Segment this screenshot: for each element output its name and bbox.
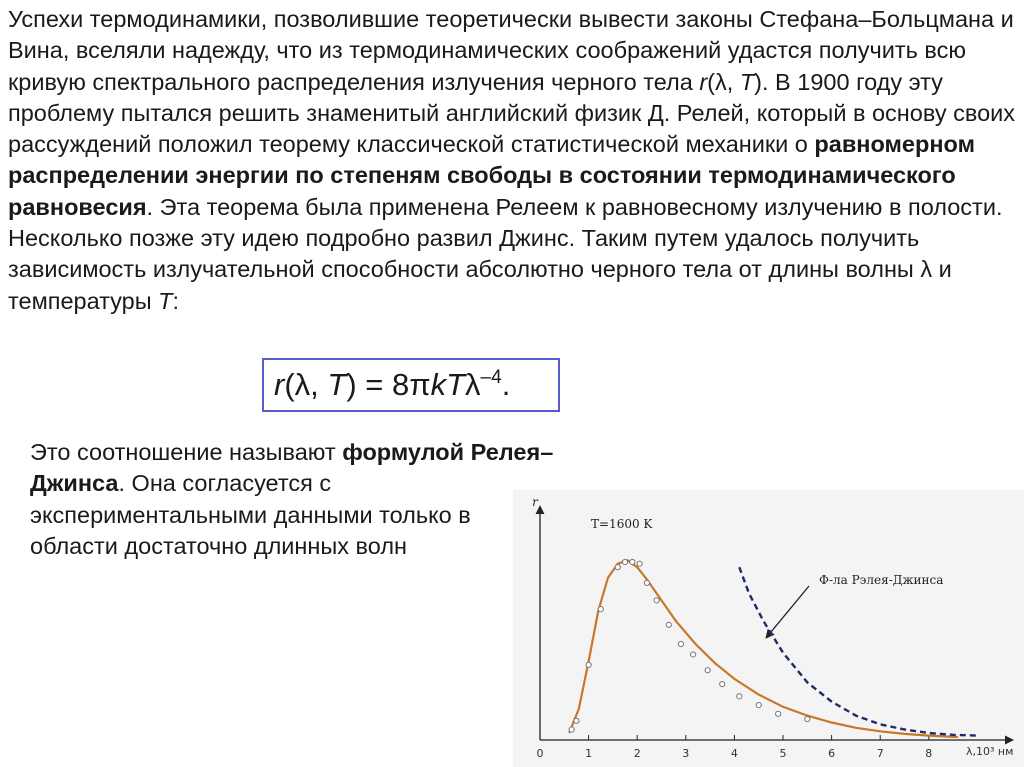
intro-colon: :: [172, 287, 180, 314]
intro-text-3: . Эта теорема была применена Релеем к равновесному излучению в полости. Несколько позже эту идею подробно развил Джинс. Таким путем удалось получить зависимость излучательной способности абсолютно черного тела от длины волны λ и температуры: [8, 193, 1003, 314]
symbol-t-2: T: [158, 287, 173, 314]
symbol-t: T: [739, 68, 755, 95]
x-tick-label: 1: [585, 747, 593, 760]
data-point: [705, 668, 710, 673]
rayleigh-jeans-formula: [274, 367, 510, 403]
x-tick-label: 3: [682, 747, 690, 760]
blackbody-chart: [513, 490, 1024, 767]
data-point: [574, 718, 579, 723]
intro-bold-theorem: равномерном распределении энергии по степеням свободы в состоянии термодинамического равновесия: [8, 131, 975, 220]
data-point: [630, 559, 635, 564]
data-point: [569, 727, 574, 732]
conclusion-start: Это соотношение называют: [30, 439, 343, 465]
conclusion-line-4: области достаточно длинных волн: [30, 532, 408, 559]
data-point: [737, 694, 742, 699]
data-point: [666, 622, 671, 627]
formula-r: r: [274, 367, 285, 402]
rayleigh-jeans-curve: [739, 567, 977, 735]
conclusion-rest: . Она согласуется с: [118, 470, 332, 497]
data-point: [598, 606, 603, 611]
data-point: [637, 561, 642, 566]
x-tick-label: 5: [779, 747, 787, 760]
formula-lambda: λ: [465, 367, 481, 402]
symbol-r: r: [699, 68, 708, 95]
x-tick-label: 7: [876, 747, 884, 760]
formula-end: .: [501, 367, 511, 402]
data-point: [805, 716, 810, 721]
data-point: [622, 559, 627, 564]
formula-close: ) = 8π: [346, 367, 431, 402]
x-tick-label: 2: [633, 747, 641, 760]
formula-k: k: [430, 367, 447, 402]
intro-args: (λ,: [707, 68, 740, 95]
conclusion-bold-2: Джинса: [30, 470, 119, 497]
y-axis-label: r: [532, 495, 538, 509]
conclusion-line-3: экспериментальными данными только в: [30, 501, 471, 528]
formula-exponent: –4: [480, 367, 502, 388]
data-point: [756, 702, 761, 707]
x-tick-label: 6: [828, 747, 836, 760]
data-point: [776, 711, 781, 716]
intro-text-1: Успехи термодинамики, позволившие теоретически вывести законы Стефана–Больцмана и Вина, вселяли надежду, что из термодинамических соображений удастся получить всю кривую спектрального распределения излучения черного тела: [8, 6, 1014, 95]
x-axis-label: λ,10³ нм: [966, 745, 1014, 758]
x-tick-label: 4: [730, 747, 738, 760]
chart-panel: [513, 490, 1024, 767]
intro-paragraph: [8, 4, 1018, 317]
data-point: [690, 652, 695, 657]
intro-text-2: ). В 1900 году эту проблему пытался решить знаменитый английский физик Д. Релей, который в основу своих рассуждений положил теорему классической статистической механики о: [8, 68, 1016, 158]
x-tick-label: 8: [925, 747, 933, 760]
formula-t2: T: [446, 367, 466, 402]
data-point: [720, 682, 725, 687]
data-point: [654, 598, 659, 603]
formula-box: [262, 358, 560, 412]
data-point: [586, 662, 591, 667]
conclusion-line-1: [30, 437, 630, 468]
formula-t: T: [327, 367, 347, 402]
rayleigh-jeans-annotation: Ф-ла Рэлея-Джинса: [819, 573, 944, 587]
data-point: [644, 580, 649, 585]
temperature-annotation: T=1600 K: [591, 517, 653, 531]
data-point: [615, 565, 620, 570]
x-tick-label: 0: [536, 747, 544, 760]
formula-open: (λ,: [284, 367, 328, 402]
annotation-arrow: [766, 586, 809, 638]
data-point: [678, 641, 683, 646]
conclusion-bold-1: формулой Релея–: [342, 439, 554, 465]
